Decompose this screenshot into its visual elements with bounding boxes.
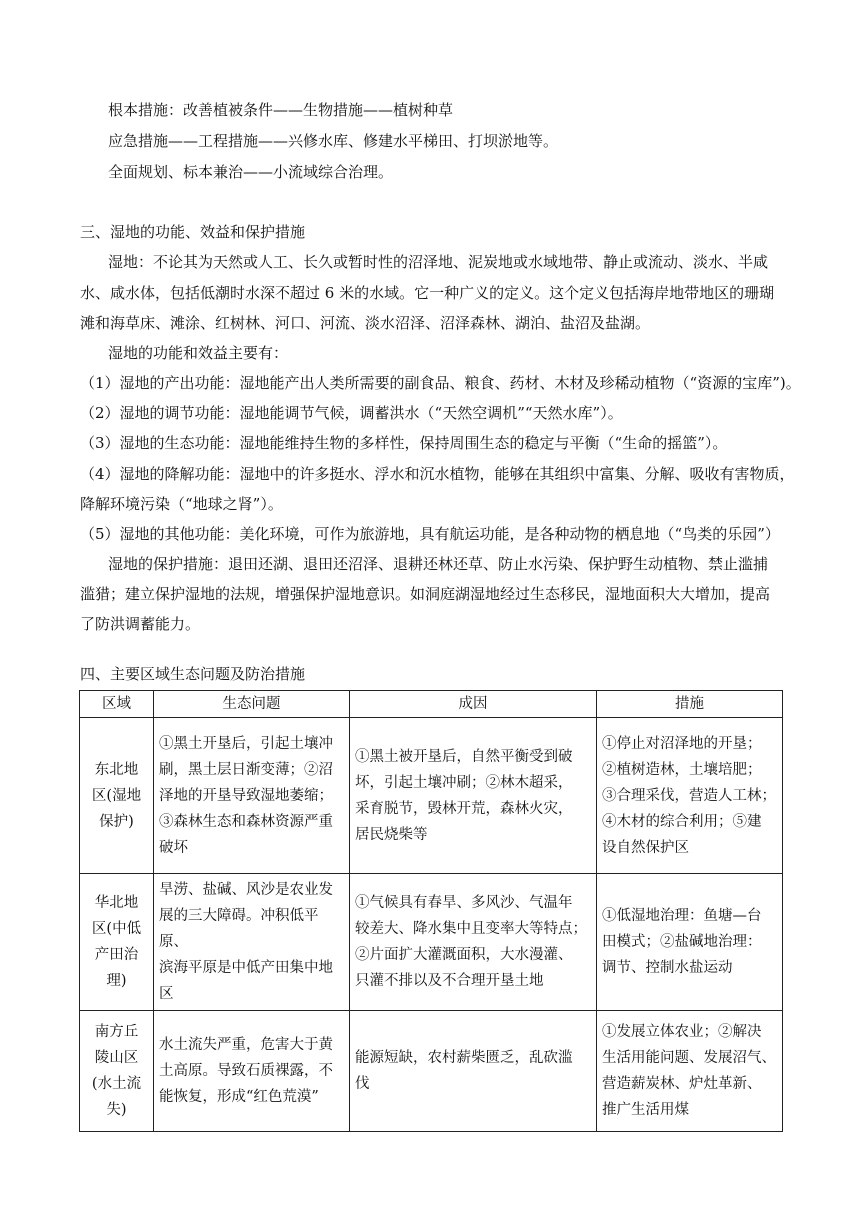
cell-line: ③森林生态和森林资源严重 <box>159 813 333 830</box>
cell-line: ③合理采伐，营造人工林； <box>602 787 776 804</box>
header-measure: 措施 <box>597 691 783 718</box>
cell-line: 只灌不排以及不合理开垦土地 <box>355 973 544 989</box>
cell-line: ②植树造林，土壤培肥； <box>602 761 762 778</box>
cell-line: 水土流失严重，危害大于黄 <box>159 1037 333 1053</box>
function-item: （1）湿地的产出功能：湿地能产出人类所需要的副食品、粮食、药材、木材及珍稀动植物（“资源的宝库”)。 <box>80 374 801 392</box>
paragraph-line: 水、咸水体，包括低潮时水深不超过 6 米的水域。它一种广义的定义。这个定义包括海岸地带地区的珊瑚 <box>80 284 775 302</box>
cell-line: 区 <box>159 986 174 1002</box>
table-row <box>80 874 783 1011</box>
function-item: （4）湿地的降解功能：湿地中的许多挺水、浮水和沉水植物，能够在其组织中富集、分解、吸收有害物质， <box>80 465 795 483</box>
problem-cell <box>154 718 350 874</box>
region-cell <box>80 718 154 874</box>
cell-line: 土高原。导致石质裸露，不 <box>159 1063 333 1079</box>
function-item: （2）湿地的调节功能：湿地能调节气候，调蓄洪水（“天然空调机”“天然水库”）。 <box>80 404 623 422</box>
cell-line: 能恢复，形成“红色荒漠” <box>159 1089 319 1105</box>
cell-line: 保护) <box>99 813 134 830</box>
cell-line: 东北地 <box>94 761 139 778</box>
cell-line: ①发展立体农业；②解决 <box>602 1024 762 1040</box>
cell-line: 田模式；②盐碱地治理： <box>602 934 762 950</box>
cell-line: 刷，黑土层日渐变薄；②沼 <box>159 761 333 778</box>
cell-line: 展的三大障碍。冲积低平原、 <box>159 908 319 950</box>
measure-cell <box>597 874 783 1011</box>
cell-line: 采育脱节，毁林开荒，森林火灾， <box>355 800 573 817</box>
cell-line: 破坏 <box>159 839 188 856</box>
cell-line: 泽地的开垦导致湿地萎缩； <box>159 787 333 804</box>
cell-line: ①气候具有春旱、多风沙、气温年 <box>355 895 573 911</box>
cell-line: 华北地 <box>94 895 139 911</box>
measure-line: 应急措施——工程措施——兴修水库、修建水平梯田、打坝淤地等。 <box>108 132 559 150</box>
section-heading: 四、主要区域生态问题及防治措施 <box>80 665 306 683</box>
cell-line: 设自然保护区 <box>602 839 689 856</box>
cell-line: 较差大、降水集中且变率大等特点； <box>355 921 587 937</box>
cell-line: 能源短缺，农村薪柴匮乏，乱砍滥 <box>355 1050 573 1066</box>
section-heading: 三、湿地的功能、效益和保护措施 <box>80 223 306 241</box>
region-cell <box>80 874 154 1011</box>
function-item: （3）湿地的生态功能：湿地能维持生物的多样性，保持周围生态的稳定与平衡（“生命的摇篮”）。 <box>80 434 728 452</box>
cause-cell <box>350 718 597 874</box>
cell-line: 调节、控制水盐运动 <box>602 960 733 976</box>
table-row <box>80 1011 783 1132</box>
region-cell <box>80 1011 154 1132</box>
problem-cell <box>154 874 350 1011</box>
cause-cell <box>350 1011 597 1132</box>
cell-line: 南方丘 <box>94 1024 139 1040</box>
header-problem: 生态问题 <box>154 691 350 718</box>
cell-line: 旱涝、盐碱、风沙是农业发 <box>159 882 333 898</box>
cell-line: 滨海平原是中低产田集中地 <box>159 960 333 976</box>
cell-line: ①低湿地治理：鱼塘—台 <box>602 908 762 924</box>
paragraph-line: 滥猎；建立保护湿地的法规，增强保护湿地意识。如洞庭湖湿地经过生态移民，湿地面积大大增加，提高 <box>80 585 771 603</box>
cell-line: 陵山区 <box>94 1050 139 1066</box>
cell-line: ②片面扩大灌溉面积，大水漫灌、 <box>355 947 573 963</box>
function-item: 降解环境污染（“地球之肾”）。 <box>80 495 283 513</box>
table-row <box>80 718 783 874</box>
table-header-row <box>80 691 783 718</box>
measure-line: 根本措施：改善植被条件——生物措施——植树种草 <box>108 101 454 119</box>
cell-line: 居民烧柴等 <box>355 826 428 843</box>
header-cause: 成因 <box>350 691 597 718</box>
paragraph-line: 滩和海草床、滩涂、红树林、河口、河流、淡水沼泽、沼泽森林、湖泊、盐沼及盐湖。 <box>80 314 651 332</box>
cell-line: (水土流 <box>91 1076 142 1092</box>
cell-line: 伐 <box>355 1076 370 1092</box>
measure-line: 全面规划、标本兼治——小流域综合治理。 <box>108 163 394 181</box>
cell-line: 理) <box>106 973 127 989</box>
cell-line: 产田治 <box>94 947 139 963</box>
paragraph-line: 湿地的功能和效益主要有： <box>108 344 289 362</box>
cell-line: 失) <box>106 1102 127 1118</box>
cell-line: ④木材的综合利用；⑤建 <box>602 813 762 830</box>
cell-line: 营造薪炭林、炉灶革新、 <box>602 1076 762 1092</box>
problem-cell <box>154 1011 350 1132</box>
paragraph-line: 湿地的保护措施：退田还湖、退田还沼泽、退耕还林还草、防止水污染、保护野生动植物、禁止滥捕 <box>108 555 769 573</box>
cell-line: 区(湿地 <box>91 787 142 804</box>
cell-line: 区(中低 <box>91 921 142 937</box>
cell-line: 生活用能问题、发展沼气、 <box>602 1050 776 1066</box>
measure-cell <box>597 718 783 874</box>
cell-line: ①停止对沼泽地的开垦； <box>602 735 762 752</box>
cell-line: 推广生活用煤 <box>602 1102 689 1118</box>
measure-cell <box>597 1011 783 1132</box>
cell-line: ①黑土被开垦后，自然平衡受到破 <box>355 748 573 765</box>
cause-cell <box>350 874 597 1011</box>
region-table <box>79 690 783 1132</box>
header-region: 区域 <box>80 691 154 718</box>
paragraph-line: 了防洪调蓄能力。 <box>80 615 201 633</box>
function-item: （5）湿地的其他功能：美化环境，可作为旅游地，具有航运功能，是各种动物的栖息地（“鸟类的乐园”） <box>80 525 780 543</box>
table-body <box>80 718 783 1132</box>
paragraph-line: 湿地：不论其为天然或人工、长久或暂时性的沼泽地、泥炭地或水域地带、静止或流动、淡水、半咸 <box>108 253 769 271</box>
cell-line: 坏，引起土壤冲刷；②林木超采， <box>355 774 573 791</box>
cell-line: ①黑土开垦后，引起土壤冲 <box>159 735 333 752</box>
